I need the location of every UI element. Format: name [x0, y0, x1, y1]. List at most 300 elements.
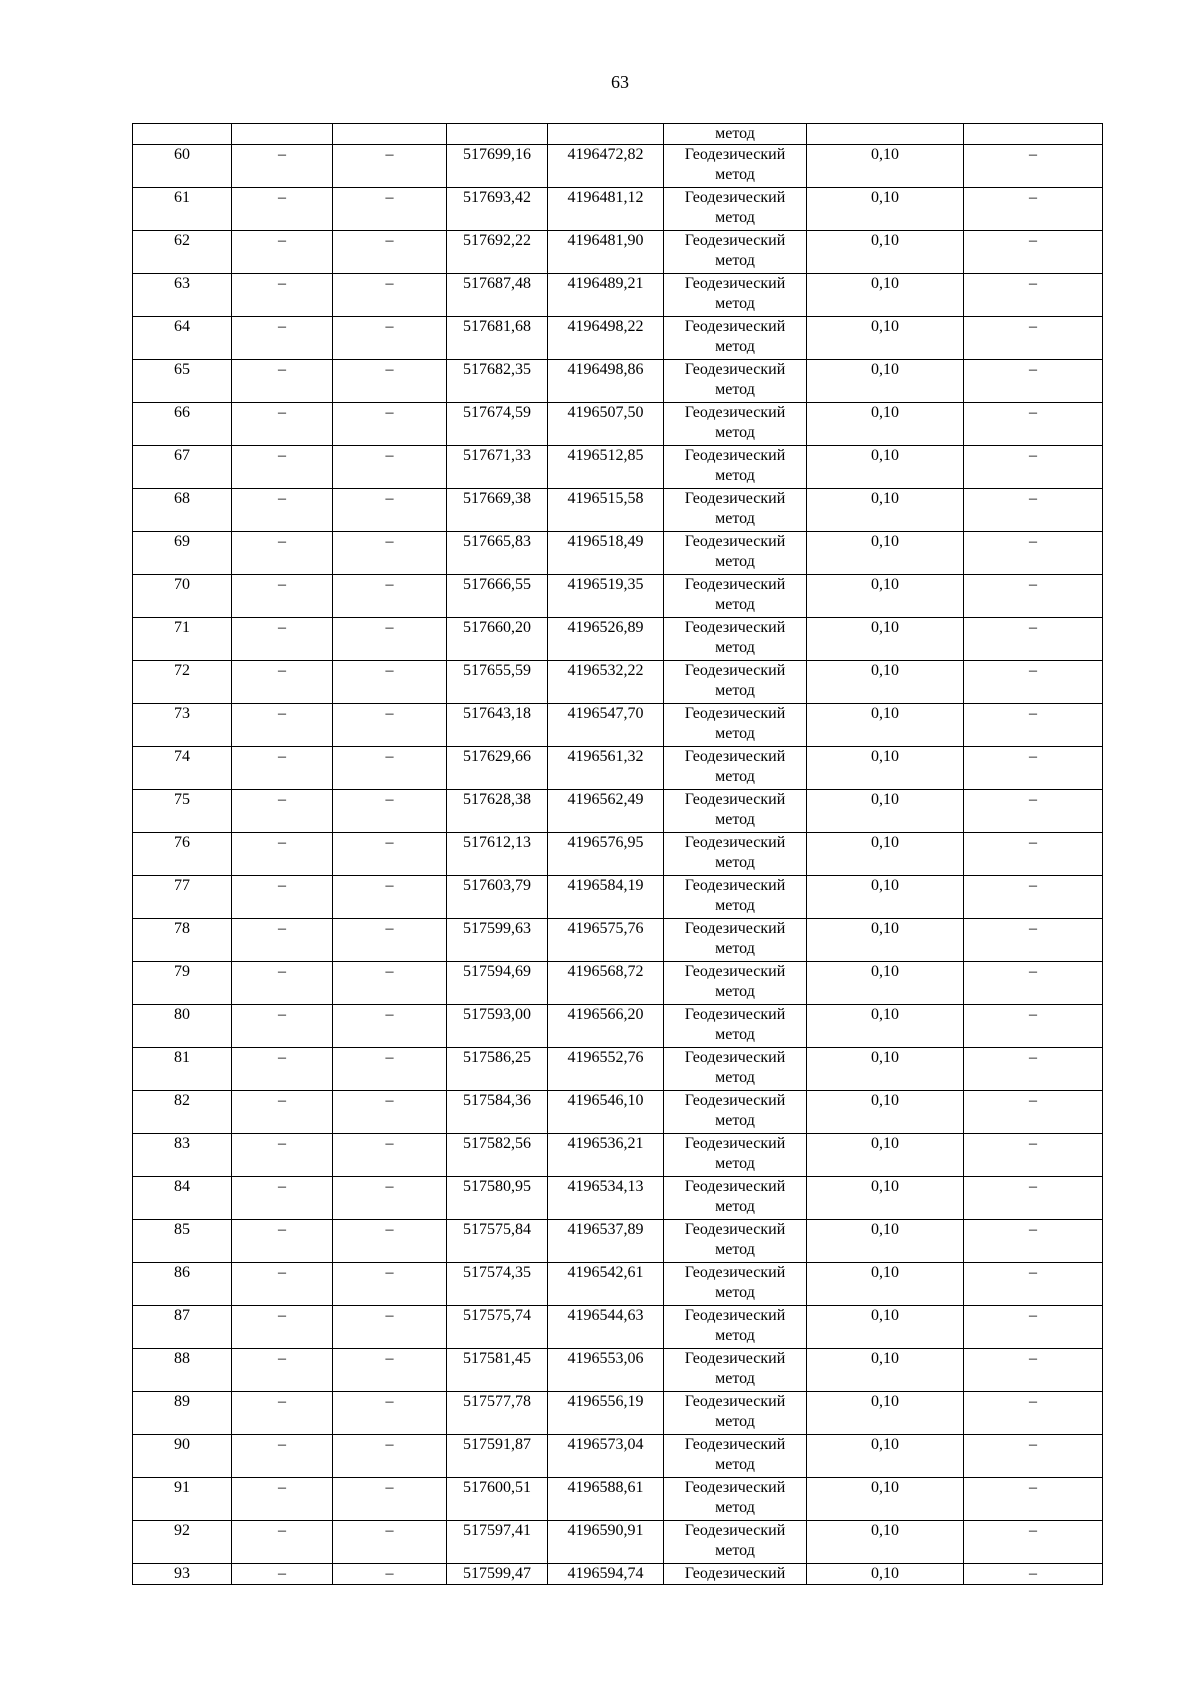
accuracy-cell: 0,10: [807, 403, 964, 446]
y-coordinate-cell: 4196534,13: [548, 1177, 664, 1220]
y-coordinate-cell: 4196481,90: [548, 231, 664, 274]
table-row: [133, 489, 1103, 532]
x-coordinate-cell: 517597,41: [447, 1521, 548, 1564]
accuracy-cell: 0,10: [807, 1478, 964, 1521]
x-coordinate-cell: 517582,56: [447, 1134, 548, 1177]
method-cell: метод: [664, 124, 807, 145]
y-coordinate-cell: 4196584,19: [548, 876, 664, 919]
method-line-2: метод: [715, 639, 755, 656]
point-number-cell: 93: [133, 1564, 232, 1585]
dash-cell: –: [333, 403, 447, 446]
x-coordinate-cell: 517574,35: [447, 1263, 548, 1306]
dash-cell: –: [964, 360, 1103, 403]
method-line-2: метод: [715, 897, 755, 914]
method-line-1: Геодезический: [684, 146, 786, 163]
table-row: [133, 790, 1103, 833]
method-cell: [664, 317, 807, 360]
method-line-1: Геодезический: [684, 877, 786, 894]
y-coordinate-cell: 4196472,82: [548, 145, 664, 188]
accuracy-cell: 0,10: [807, 231, 964, 274]
y-coordinate-cell: 4196575,76: [548, 919, 664, 962]
table-row: [133, 188, 1103, 231]
table-cell: [133, 124, 232, 145]
dash-cell: –: [232, 1263, 333, 1306]
point-number-cell: 63: [133, 274, 232, 317]
point-number-cell: 80: [133, 1005, 232, 1048]
x-coordinate-cell: 517593,00: [447, 1005, 548, 1048]
x-coordinate-cell: 517599,47: [447, 1564, 548, 1585]
method-cell: [664, 360, 807, 403]
accuracy-cell: 0,10: [807, 1392, 964, 1435]
method-cell: [664, 575, 807, 618]
dash-cell: –: [333, 145, 447, 188]
x-coordinate-cell: 517660,20: [447, 618, 548, 661]
dash-cell: –: [964, 274, 1103, 317]
point-number-cell: 64: [133, 317, 232, 360]
accuracy-cell: 0,10: [807, 1349, 964, 1392]
point-number-cell: 85: [133, 1220, 232, 1263]
method-line-1: Геодезический: [684, 576, 786, 593]
accuracy-cell: 0,10: [807, 1306, 964, 1349]
accuracy-cell: 0,10: [807, 532, 964, 575]
y-coordinate-cell: 4196556,19: [548, 1392, 664, 1435]
x-coordinate-cell: 517581,45: [447, 1349, 548, 1392]
dash-cell: –: [333, 1177, 447, 1220]
method-line-2: метод: [715, 811, 755, 828]
table-row: [133, 1392, 1103, 1435]
point-number-cell: 81: [133, 1048, 232, 1091]
table-row: [133, 360, 1103, 403]
accuracy-cell: 0,10: [807, 489, 964, 532]
method-cell: [664, 1091, 807, 1134]
accuracy-cell: 0,10: [807, 317, 964, 360]
method-cell: [664, 833, 807, 876]
dash-cell: –: [964, 489, 1103, 532]
method-cell: [664, 1392, 807, 1435]
page-number: 63: [611, 72, 629, 92]
dash-cell: –: [333, 188, 447, 231]
method-line-1: Геодезический: [684, 834, 786, 851]
y-coordinate-cell: 4196566,20: [548, 1005, 664, 1048]
method-cell: [664, 1177, 807, 1220]
dash-cell: –: [333, 1005, 447, 1048]
accuracy-cell: 0,10: [807, 704, 964, 747]
method-line-1: Геодезический: [684, 920, 786, 937]
accuracy-cell: 0,10: [807, 575, 964, 618]
y-coordinate-cell: 4196573,04: [548, 1435, 664, 1478]
dash-cell: –: [964, 575, 1103, 618]
y-coordinate-cell: 4196562,49: [548, 790, 664, 833]
method-cell: [664, 489, 807, 532]
table-row: [133, 1220, 1103, 1263]
dash-cell: –: [232, 575, 333, 618]
method-line-2: метод: [715, 596, 755, 613]
dash-cell: –: [232, 1005, 333, 1048]
table-row: [133, 1005, 1103, 1048]
point-number-cell: 71: [133, 618, 232, 661]
dash-cell: –: [333, 919, 447, 962]
dash-cell: –: [232, 145, 333, 188]
y-coordinate-cell: 4196568,72: [548, 962, 664, 1005]
point-number-cell: 90: [133, 1435, 232, 1478]
table-row: [133, 919, 1103, 962]
method-cell: [664, 1048, 807, 1091]
table-row: [133, 145, 1103, 188]
dash-cell: –: [964, 1521, 1103, 1564]
dash-cell: –: [964, 1564, 1103, 1585]
dash-cell: –: [333, 274, 447, 317]
method-cell: [664, 790, 807, 833]
dash-cell: –: [333, 575, 447, 618]
table-cell: [548, 124, 664, 145]
accuracy-cell: 0,10: [807, 1091, 964, 1134]
table-row: [133, 1349, 1103, 1392]
x-coordinate-cell: 517643,18: [447, 704, 548, 747]
y-coordinate-cell: 4196536,21: [548, 1134, 664, 1177]
table-row: [133, 833, 1103, 876]
dash-cell: –: [333, 1263, 447, 1306]
dash-cell: –: [232, 1478, 333, 1521]
table-cell: [447, 124, 548, 145]
dash-cell: –: [232, 1306, 333, 1349]
dash-cell: –: [333, 317, 447, 360]
y-coordinate-cell: 4196588,61: [548, 1478, 664, 1521]
table-row: [133, 704, 1103, 747]
accuracy-cell: 0,10: [807, 274, 964, 317]
y-coordinate-cell: 4196561,32: [548, 747, 664, 790]
method-line-2: метод: [715, 1155, 755, 1172]
dash-cell: –: [964, 1005, 1103, 1048]
y-coordinate-cell: 4196518,49: [548, 532, 664, 575]
point-number-cell: 69: [133, 532, 232, 575]
table-cell: [333, 124, 447, 145]
y-coordinate-cell: 4196542,61: [548, 1263, 664, 1306]
method-line-1: Геодезический: [684, 361, 786, 378]
dash-cell: –: [232, 1048, 333, 1091]
method-cell: [664, 919, 807, 962]
point-number-cell: 65: [133, 360, 232, 403]
point-number-cell: 73: [133, 704, 232, 747]
point-number-cell: 86: [133, 1263, 232, 1306]
dash-cell: –: [333, 704, 447, 747]
accuracy-cell: 0,10: [807, 790, 964, 833]
method-cell: [664, 1435, 807, 1478]
dash-cell: –: [964, 1177, 1103, 1220]
dash-cell: –: [333, 1349, 447, 1392]
dash-cell: –: [232, 919, 333, 962]
x-coordinate-cell: 517594,69: [447, 962, 548, 1005]
method-line-2: метод: [715, 1026, 755, 1043]
method-cell: [664, 188, 807, 231]
method-cell: [664, 231, 807, 274]
accuracy-cell: 0,10: [807, 919, 964, 962]
x-coordinate-cell: 517655,59: [447, 661, 548, 704]
method-line-2: метод: [715, 768, 755, 785]
method-line-2: метод: [715, 553, 755, 570]
point-number-cell: 83: [133, 1134, 232, 1177]
table-row: [133, 1177, 1103, 1220]
accuracy-cell: 0,10: [807, 1177, 964, 1220]
method-line-1: Геодезический: [684, 662, 786, 679]
point-number-cell: 76: [133, 833, 232, 876]
method-line-2: метод: [715, 424, 755, 441]
dash-cell: –: [964, 1349, 1103, 1392]
table-row: [133, 1435, 1103, 1478]
method-line-1: Геодезический: [684, 619, 786, 636]
table-row: [133, 1134, 1103, 1177]
dash-cell: –: [964, 747, 1103, 790]
method-cell: [664, 403, 807, 446]
point-number-cell: 88: [133, 1349, 232, 1392]
dash-cell: –: [232, 962, 333, 1005]
dash-cell: –: [964, 1091, 1103, 1134]
table-row: [133, 1263, 1103, 1306]
table-row: [133, 747, 1103, 790]
table-row: [133, 274, 1103, 317]
method-line-2: метод: [715, 467, 755, 484]
dash-cell: –: [964, 188, 1103, 231]
x-coordinate-cell: 517577,78: [447, 1392, 548, 1435]
point-number-cell: 72: [133, 661, 232, 704]
dash-cell: –: [964, 1306, 1103, 1349]
method-line-2: метод: [715, 1413, 755, 1430]
accuracy-cell: 0,10: [807, 747, 964, 790]
method-line-2: метод: [715, 854, 755, 871]
y-coordinate-cell: 4196546,10: [548, 1091, 664, 1134]
point-number-cell: 75: [133, 790, 232, 833]
table-row: [133, 962, 1103, 1005]
point-number-cell: 77: [133, 876, 232, 919]
method-cell: [664, 747, 807, 790]
dash-cell: –: [964, 1263, 1103, 1306]
dash-cell: –: [232, 532, 333, 575]
table-row: [133, 661, 1103, 704]
y-coordinate-cell: 4196553,06: [548, 1349, 664, 1392]
dash-cell: –: [333, 1091, 447, 1134]
dash-cell: –: [964, 919, 1103, 962]
method-line-1: Геодезический: [684, 275, 786, 292]
x-coordinate-cell: 517692,22: [447, 231, 548, 274]
dash-cell: –: [964, 1134, 1103, 1177]
table-row: [133, 231, 1103, 274]
method-line-1: Геодезический: [684, 1264, 786, 1281]
dash-cell: –: [333, 876, 447, 919]
point-number-cell: 61: [133, 188, 232, 231]
accuracy-cell: 0,10: [807, 1005, 964, 1048]
table-row: [133, 446, 1103, 489]
y-coordinate-cell: 4196489,21: [548, 274, 664, 317]
x-coordinate-cell: 517575,74: [447, 1306, 548, 1349]
method-cell: [664, 1349, 807, 1392]
dash-cell: –: [232, 403, 333, 446]
dash-cell: –: [333, 446, 447, 489]
dash-cell: –: [232, 317, 333, 360]
method-line-2: метод: [715, 252, 755, 269]
y-coordinate-cell: 4196552,76: [548, 1048, 664, 1091]
dash-cell: –: [232, 1091, 333, 1134]
method-line-2: метод: [715, 1284, 755, 1301]
method-line-1: Геодезический: [684, 748, 786, 765]
accuracy-cell: 0,10: [807, 1220, 964, 1263]
dash-cell: –: [333, 231, 447, 274]
method-line-2: метод: [715, 940, 755, 957]
method-line-1: Геодезический: [684, 1479, 786, 1496]
x-coordinate-cell: 517580,95: [447, 1177, 548, 1220]
dash-cell: –: [964, 618, 1103, 661]
method-line-1: Геодезический: [684, 1135, 786, 1152]
method-line-1: Геодезический: [684, 1049, 786, 1066]
method-cell: [664, 876, 807, 919]
method-line-2: метод: [715, 682, 755, 699]
method-line-2: метод: [715, 338, 755, 355]
x-coordinate-cell: 517612,13: [447, 833, 548, 876]
method-line-2: метод: [715, 1241, 755, 1258]
method-cell: [664, 661, 807, 704]
method-line-2: метод: [715, 1069, 755, 1086]
method-line-2: метод: [715, 209, 755, 226]
x-coordinate-cell: 517603,79: [447, 876, 548, 919]
dash-cell: –: [333, 1521, 447, 1564]
accuracy-cell: 0,10: [807, 833, 964, 876]
method-line-2: метод: [715, 381, 755, 398]
dash-cell: –: [232, 274, 333, 317]
dash-cell: –: [333, 790, 447, 833]
method-line-2: метод: [715, 725, 755, 742]
method-line-1: Геодезический: [684, 791, 786, 808]
table-cell: [232, 124, 333, 145]
dash-cell: –: [232, 1134, 333, 1177]
method-cell: [664, 446, 807, 489]
table-body: [133, 124, 1103, 1585]
point-number-cell: 84: [133, 1177, 232, 1220]
table-row: [133, 876, 1103, 919]
dash-cell: –: [232, 360, 333, 403]
accuracy-cell: 0,10: [807, 145, 964, 188]
table-row: [133, 618, 1103, 661]
dash-cell: –: [232, 1521, 333, 1564]
x-coordinate-cell: 517599,63: [447, 919, 548, 962]
point-number-cell: 67: [133, 446, 232, 489]
dash-cell: –: [333, 661, 447, 704]
x-coordinate-cell: 517674,59: [447, 403, 548, 446]
dash-cell: –: [232, 1392, 333, 1435]
dash-cell: –: [232, 231, 333, 274]
point-number-cell: 82: [133, 1091, 232, 1134]
dash-cell: –: [964, 317, 1103, 360]
method-line-2: метод: [715, 983, 755, 1000]
method-cell: Геодезический: [664, 1564, 807, 1585]
y-coordinate-cell: 4196547,70: [548, 704, 664, 747]
accuracy-cell: 0,10: [807, 1435, 964, 1478]
dash-cell: –: [333, 532, 447, 575]
method-cell: [664, 274, 807, 317]
dash-cell: –: [964, 145, 1103, 188]
method-line-2: метод: [715, 1198, 755, 1215]
accuracy-cell: 0,10: [807, 360, 964, 403]
x-coordinate-cell: 517681,68: [447, 317, 548, 360]
method-line-2: метод: [715, 166, 755, 183]
dash-cell: –: [333, 1048, 447, 1091]
accuracy-cell: 0,10: [807, 446, 964, 489]
dash-cell: –: [964, 1392, 1103, 1435]
dash-cell: –: [232, 1177, 333, 1220]
table-cell: [807, 124, 964, 145]
dash-cell: –: [232, 1349, 333, 1392]
point-number-cell: 79: [133, 962, 232, 1005]
method-line-1: Геодезический: [684, 1522, 786, 1539]
dash-cell: –: [333, 489, 447, 532]
dash-cell: –: [333, 1435, 447, 1478]
point-number-cell: 89: [133, 1392, 232, 1435]
dash-cell: –: [964, 532, 1103, 575]
method-line-1: Геодезический: [684, 318, 786, 335]
y-coordinate-cell: 4196498,22: [548, 317, 664, 360]
method-line-2: метод: [715, 1456, 755, 1473]
dash-cell: –: [232, 704, 333, 747]
dash-cell: –: [333, 360, 447, 403]
method-cell: [664, 1306, 807, 1349]
dash-cell: –: [232, 618, 333, 661]
method-cell: [664, 1478, 807, 1521]
dash-cell: –: [232, 489, 333, 532]
accuracy-cell: 0,10: [807, 876, 964, 919]
accuracy-cell: 0,10: [807, 1263, 964, 1306]
accuracy-cell: 0,10: [807, 661, 964, 704]
x-coordinate-cell: 517699,16: [447, 145, 548, 188]
dash-cell: –: [964, 661, 1103, 704]
method-line-1: Геодезический: [684, 533, 786, 550]
method-line-1: Геодезический: [684, 963, 786, 980]
x-coordinate-cell: 517629,66: [447, 747, 548, 790]
dash-cell: –: [232, 833, 333, 876]
dash-cell: –: [333, 1134, 447, 1177]
dash-cell: –: [333, 747, 447, 790]
dash-cell: –: [964, 1478, 1103, 1521]
method-cell: [664, 532, 807, 575]
dash-cell: –: [333, 833, 447, 876]
dash-cell: –: [964, 790, 1103, 833]
x-coordinate-cell: 517666,55: [447, 575, 548, 618]
point-number-cell: 66: [133, 403, 232, 446]
method-line-1: Геодезический: [684, 1436, 786, 1453]
accuracy-cell: 0,10: [807, 188, 964, 231]
method-line-1: Геодезический: [684, 1092, 786, 1109]
dash-cell: –: [964, 1435, 1103, 1478]
x-coordinate-cell: 517671,33: [447, 446, 548, 489]
method-line-1: Геодезический: [684, 1178, 786, 1195]
x-coordinate-cell: 517591,87: [447, 1435, 548, 1478]
method-line-1: Геодезический: [684, 1350, 786, 1367]
dash-cell: –: [964, 962, 1103, 1005]
table-cell: [964, 124, 1103, 145]
method-line-1: Геодезический: [684, 232, 786, 249]
point-number-cell: 87: [133, 1306, 232, 1349]
point-number-cell: 91: [133, 1478, 232, 1521]
y-coordinate-cell: 4196537,89: [548, 1220, 664, 1263]
point-number-cell: 68: [133, 489, 232, 532]
method-line-2: метод: [715, 1370, 755, 1387]
method-line-1: Геодезический: [684, 1221, 786, 1238]
method-line-2: метод: [715, 510, 755, 527]
point-number-cell: 60: [133, 145, 232, 188]
method-cell: [664, 1005, 807, 1048]
table-row: [133, 1521, 1103, 1564]
dash-cell: –: [232, 790, 333, 833]
x-coordinate-cell: 517586,25: [447, 1048, 548, 1091]
accuracy-cell: 0,10: [807, 1134, 964, 1177]
y-coordinate-cell: 4196526,89: [548, 618, 664, 661]
method-line-1: Геодезический: [684, 1307, 786, 1324]
